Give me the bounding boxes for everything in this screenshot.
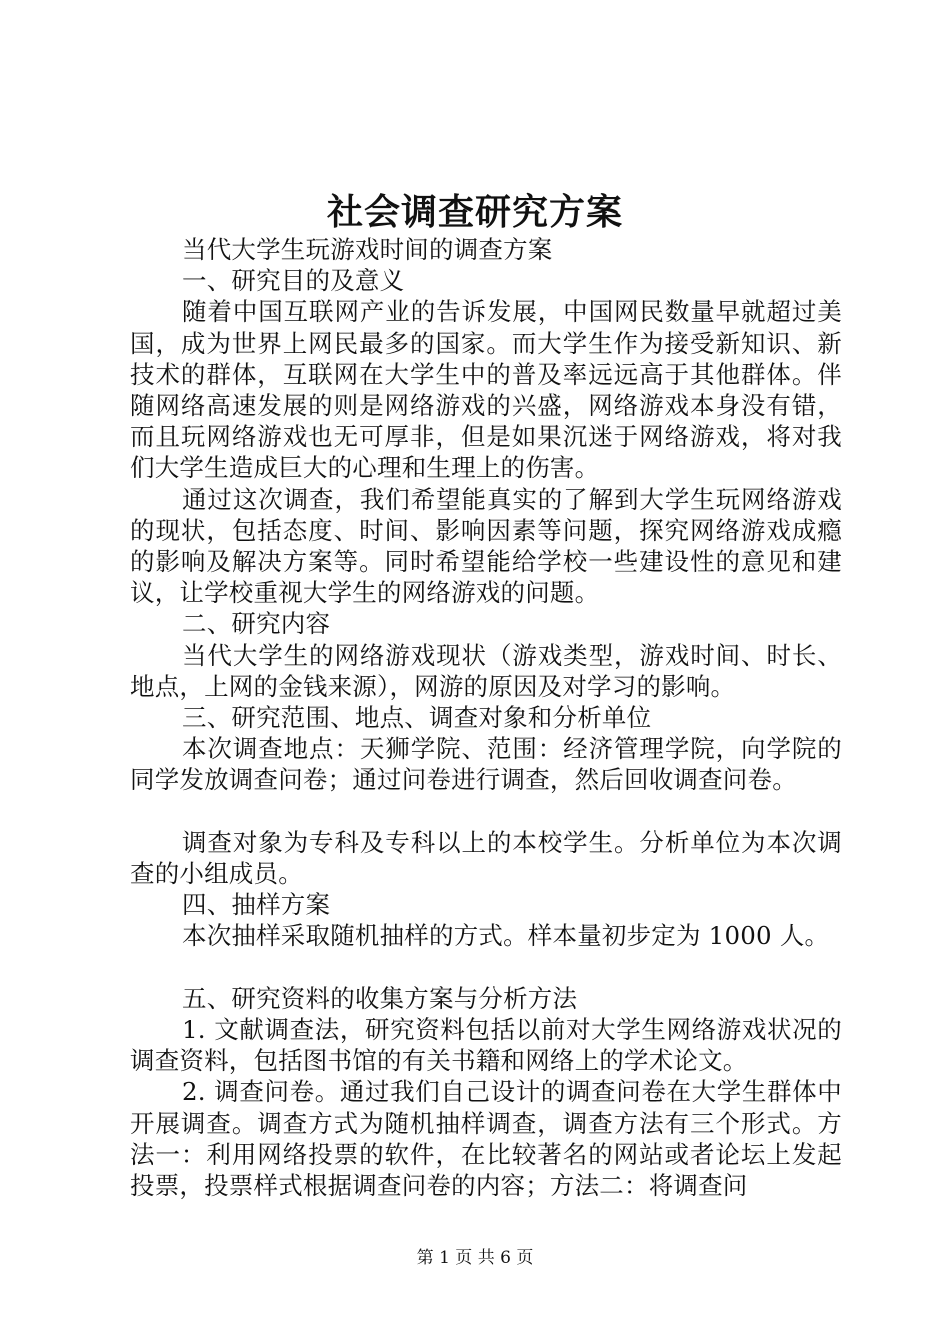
document-body [130, 234, 842, 1201]
document-title: 社会调查研究方案 [326, 191, 623, 233]
paragraph: 随着中国互联网产业的告诉发展，中国网民数量早就超过美国，成为世界上网民最多的国家。而大学生作为接受新知识、新技术的群体，互联网在大学生中的普及率远远高于其他群体。伴随网络高速发展的则是网络游戏的兴盛，网络游戏本身没有错，而且玩网络游戏也无可厚非，但是如果沉迷于网络游戏，将对我们大学生造成巨大的心理和生理上的伤害。 [130, 297, 842, 483]
paragraph: 调查对象为专科及专科以上的本校学生。分析单位为本次调查的小组成员。 [130, 827, 842, 889]
section-heading-4: 四、抽样方案 [182, 890, 331, 920]
paragraph: 本次抽样采取随机抽样的方式。样本量初步定为 1000 人。 [182, 921, 830, 951]
paragraph: 本次调查地点：天狮学院、范围：经济管理学院，向学院的同学发放调查问卷；通过问卷进行调查，然后回收调查问卷。 [130, 734, 842, 795]
section-heading-2: 二、研究内容 [182, 609, 331, 639]
blank-line [130, 952, 842, 983]
paragraph: 2. 调查问卷。通过我们自己设计的调查问卷在大学生群体中开展调查。调查方式为随机抽样调查，调查方法有三个形式。方法一：利用网络投票的软件，在比较著名的网站或者论坛上发起投票，投票样式根据调查问卷的内容；方法二：将调查问 [130, 1077, 842, 1201]
blank-line [130, 796, 842, 827]
page-footer: 第 1 页 共 6 页 [416, 1248, 534, 1268]
paragraph: 通过这次调查，我们希望能真实的了解到大学生玩网络游戏的现状，包括态度、时间、影响因素等问题，探究网络游戏成瘾的影响及解决方案等。同时希望能给学校一些建设性的意见和建议，让学校重视大学生的网络游戏的问题。 [130, 484, 842, 608]
section-heading-1: 一、研究目的及意义 [182, 266, 405, 296]
document-subtitle: 当代大学生玩游戏时间的调查方案 [182, 235, 553, 264]
paragraph: 当代大学生的网络游戏现状（游戏类型，游戏时间、时长、地点，上网的金钱来源），网游的原因及对学习的影响。 [130, 640, 842, 701]
section-heading-3: 三、研究范围、地点、调查对象和分析单位 [182, 703, 652, 733]
paragraph: 1. 文献调查法，研究资料包括以前对大学生网络游戏状况的调查资料，包括图书馆的有关书籍和网络上的学术论文。 [130, 1015, 842, 1076]
section-heading-5: 五、研究资料的收集方案与分析方法 [182, 983, 578, 1013]
